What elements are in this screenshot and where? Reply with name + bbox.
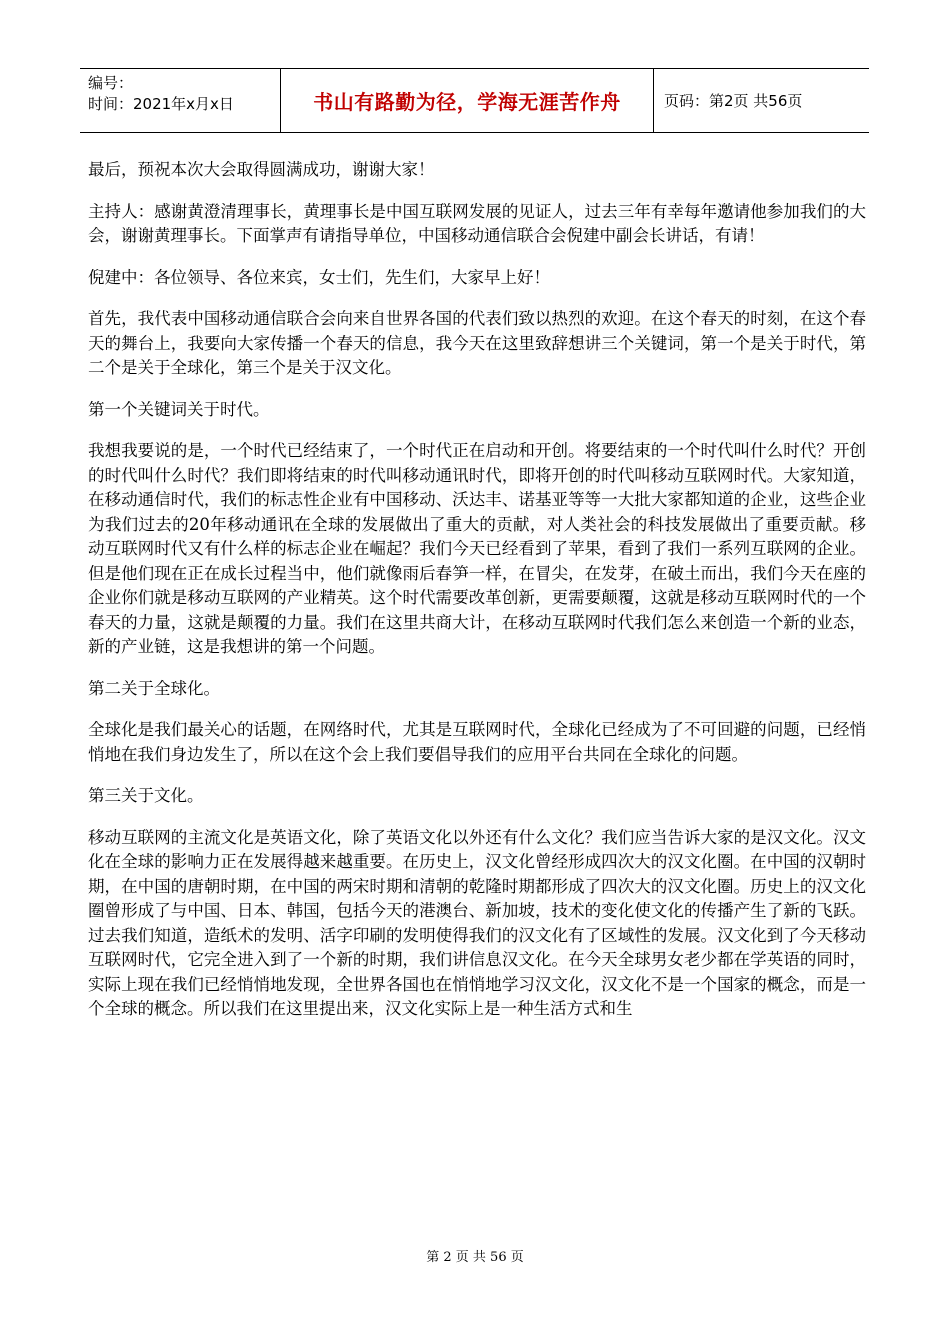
paragraph: 第三关于文化。 (88, 786, 204, 805)
document-body (88, 158, 866, 1039)
paragraph: 第二关于全球化。 (88, 678, 220, 698)
paragraph: 移动互联网的主流文化是英语文化，除了英语文化以外还有什么文化？我们应当告诉大家的是汉文化。汉文化在全球的影响力正在发展得越来越重要。在历史上，汉文化曾经形成四次大的汉文化圈。在中国的汉朝时期，在中国的唐朝时期，在中国的两宋时期和清朝的乾隆时期都形成了四次大的汉文化圈。历史上的汉文化圈曾形成了与中国、日本、韩国，包括今天的港澳台、新加坡，技术的变化使文化的传播产生了新的飞跃。过去我们知道，造纸术的发明、活字印刷的发明使得我们的汉文化有了区域性的发展。汉文化到了今天移动互联网时代，它完全进入到了一个新的时期，我们讲信息汉文化。在今天全球男女老少都在学英语的同时，实际上现在我们已经悄悄地发现，全世界各国也在悄悄地学习汉文化，汉文化不是一个国家的概念，而是一个全球的概念。所以我们在这里提出来，汉文化实际上是一种生活方式和生 (88, 827, 866, 1018)
document-header (80, 68, 869, 133)
paragraph: 倪建中：各位领导、各位来宾，女士们，先生们，大家早上好！ (88, 267, 550, 287)
paragraph: 我想我要说的是，一个时代已经结束了，一个时代正在启动和开创。将要结束的一个时代叫什么时代？开创的时代叫什么时代？我们即将结束的时代叫移动通讯时代，即将开创的时代叫移动互联网时代。大家知道，在移动通信时代，我们的标志性企业有中国移动、沃达丰、诺基亚等等一大批大家都知道的企业，这些企业为我们过去的20年移动通讯在全球的发展做出了重大的贡献，对人类社会的科技发展做出了重要贡献。移动互联网时代又有什么样的标志企业在崛起？我们今天已经看到了苹果，看到了我们一系列互联网的企业。但是他们现在正在成长过程当中，他们就像雨后春笋一样，在冒尖，在发芽，在破土而出，我们今天在座的企业你们就是移动互联网的产业精英。这个时代需要改革创新，更需要颠覆，这就是移动互联网时代的一个春天的力量，这就是颠覆的力量。我们在这里共商大计，在移动互联网时代我们怎么来创造一个新的业态，新的产业链，这是我想讲的第一个问题。 (88, 441, 866, 656)
page-footer: 第 2 页 共 56 页 (426, 1250, 524, 1265)
paragraph: 首先，我代表中国移动通信联合会向来自世界各国的代表们致以热烈的欢迎。在这个春天的时刻，在这个春天的舞台上，我要向大家传播一个春天的信息，我今天在这里致辞想讲三个关键词，第一个是关于时代，第二个是关于全球化，第三个是关于汉文化。 (88, 309, 866, 377)
header-page-info: 页码：第2页 共56页 (664, 92, 803, 110)
paragraph: 最后，预祝本次大会取得圆满成功，谢谢大家！ (88, 160, 435, 179)
paragraph: 主持人：感谢黄澄清理事长，黄理事长是中国互联网发展的见证人，过去三年有幸每年邀请他参加我们的大会，谢谢黄理事长。下面掌声有请指导单位，中国移动通信联合会倪建中副会长讲话，有请！ (88, 201, 866, 245)
header-motto: 书山有路勤为径，学海无涯苦作舟 (281, 69, 654, 132)
paragraph: 全球化是我们最关心的话题，在网络时代，尤其是互联网时代，全球化已经成为了不可回避的问题，已经悄悄地在我们身边发生了，所以在这个会上我们要倡导我们的应用平台共同在全球化的问题。 (88, 720, 866, 764)
header-meta (80, 69, 281, 132)
paragraph: 第一个关键词关于时代。 (88, 399, 270, 419)
document-time: 时间：2021年x月x日 (88, 95, 234, 113)
document-number: 编号： (88, 74, 134, 92)
